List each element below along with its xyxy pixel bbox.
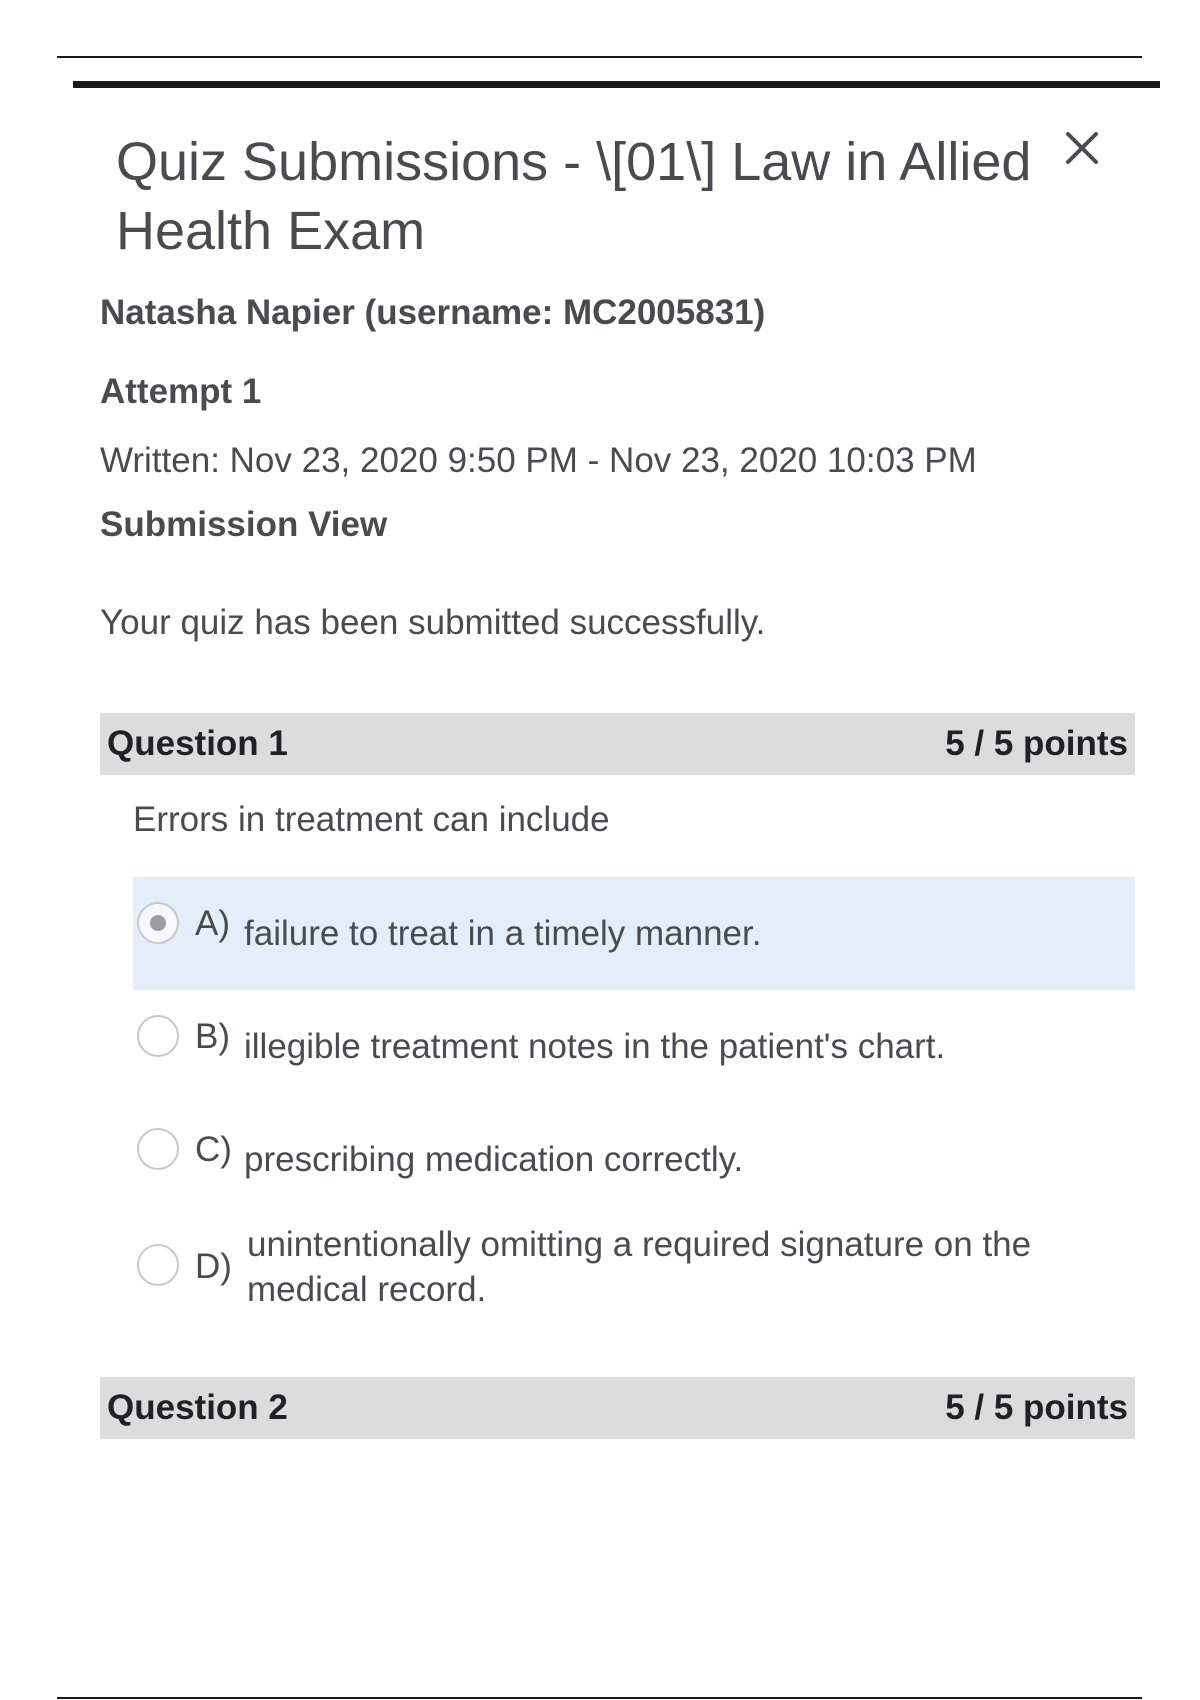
radio-dot-icon — [150, 915, 166, 931]
option-letter: B) — [195, 1017, 230, 1056]
attempt-label: Attempt 1 — [100, 372, 262, 411]
question-label: Question 1 — [107, 724, 288, 763]
radio-button[interactable] — [137, 1015, 179, 1057]
question-points: 5 / 5 points — [945, 724, 1128, 763]
submission-status-message: Your quiz has been submitted successfully. — [100, 603, 766, 642]
option-text: unintentionally omitting a required signature on the medical record. — [247, 1225, 1032, 1309]
answer-option-c[interactable] — [133, 1113, 1135, 1203]
close-button[interactable] — [1062, 128, 1102, 168]
dialog-title: Quiz Submissions - \[01\] Law in Allied Health Exam — [116, 132, 1032, 261]
option-text: failure to treat in a timely manner. — [244, 914, 762, 953]
top-divider — [57, 56, 1142, 58]
radio-button-checked[interactable] — [137, 902, 179, 944]
question-header — [100, 1377, 1135, 1439]
close-icon — [1062, 128, 1102, 168]
answer-option-b[interactable] — [133, 1000, 1135, 1090]
bottom-divider — [57, 1697, 1142, 1699]
answer-option-d[interactable] — [133, 1225, 1135, 1338]
written-timestamp: Written: Nov 23, 2020 9:50 PM - Nov 23, 2020 10:03 PM — [100, 441, 977, 480]
option-letter: A) — [195, 904, 230, 943]
radio-button[interactable] — [137, 1128, 179, 1170]
radio-button[interactable] — [137, 1244, 179, 1286]
question-header — [100, 713, 1135, 775]
option-letter: C) — [195, 1130, 232, 1169]
option-text: illegible treatment notes in the patient's chart. — [244, 1027, 946, 1066]
question-text: Errors in treatment can include — [133, 800, 610, 839]
option-letter: D) — [195, 1247, 232, 1286]
option-text: prescribing medication correctly. — [244, 1140, 744, 1179]
student-name: Natasha Napier (username: MC2005831) — [100, 293, 766, 332]
submission-view-heading: Submission View — [100, 505, 388, 544]
question-points: 5 / 5 points — [945, 1388, 1128, 1427]
answer-option-a[interactable] — [133, 877, 1135, 990]
dialog-top-border — [73, 81, 1160, 88]
question-label: Question 2 — [107, 1388, 288, 1427]
